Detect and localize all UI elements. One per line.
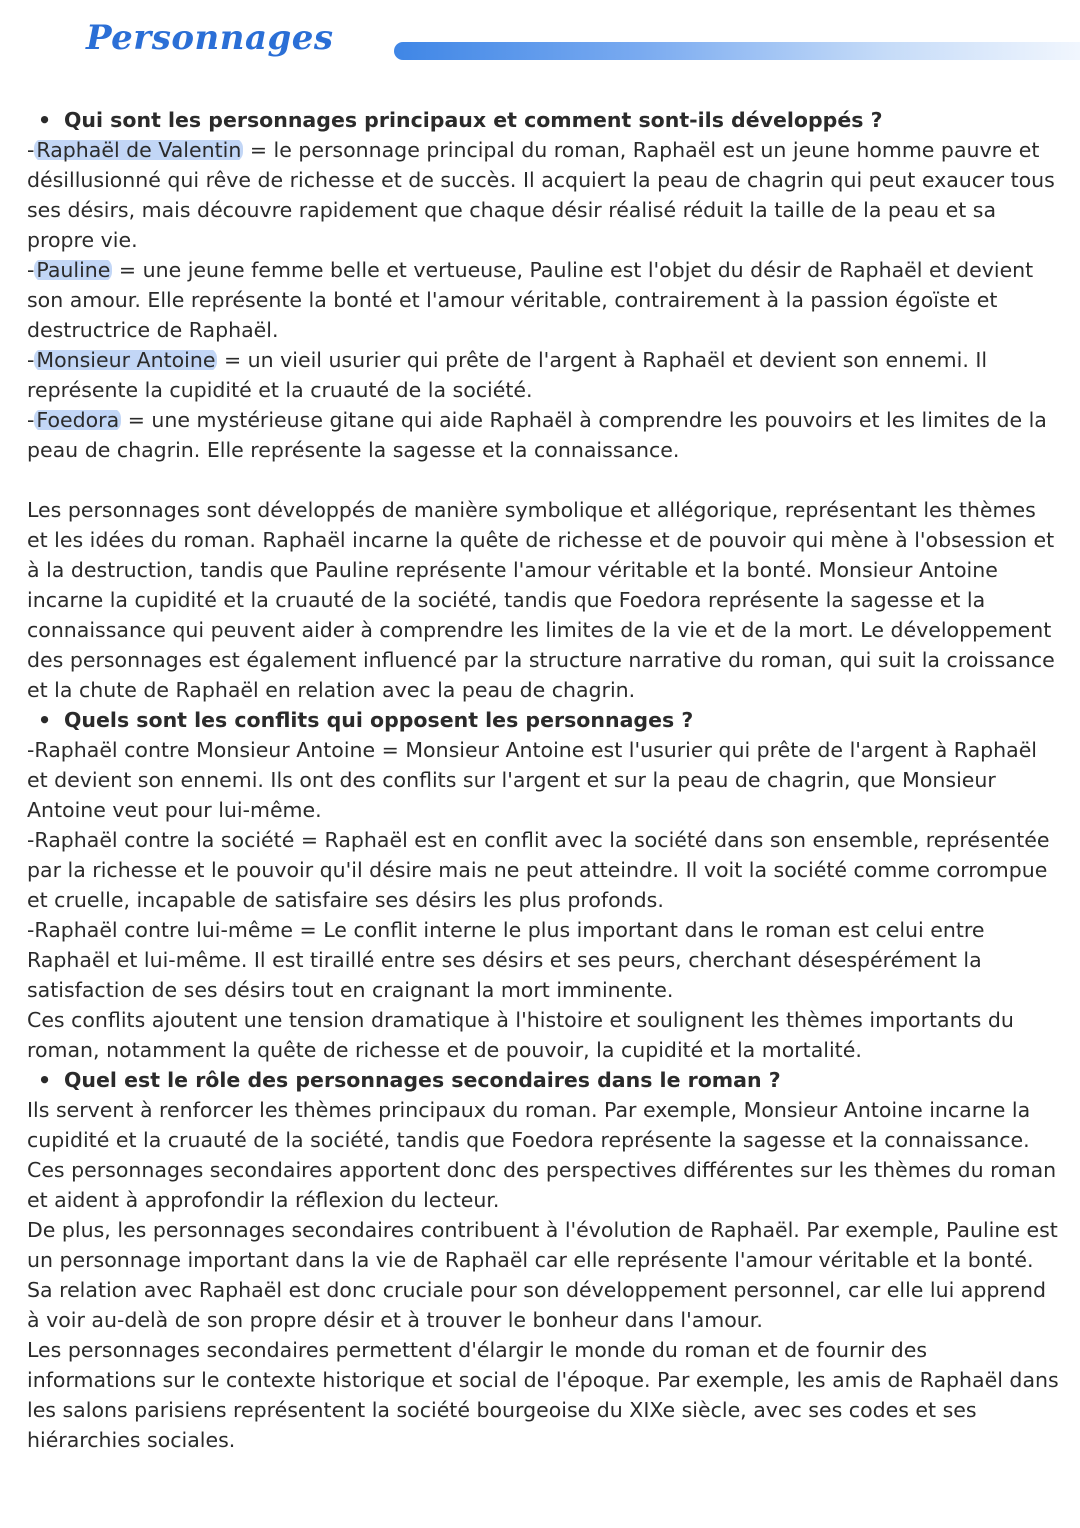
document-body <box>27 105 1062 1455</box>
conflict-paragraph: -Raphaël contre la société = Raphaël est en conflit avec la société dans son ensemble, représentée par la richesse et le pouvoir qu'il désire mais ne peut atteindre. Il voit la société comme corrompue et cruelle, incapable de satisfaire ses désirs les plus profonds. <box>27 828 1050 912</box>
question-heading-3 <box>27 1065 1062 1095</box>
title-underline-bar <box>394 42 1080 60</box>
conflict-paragraph: -Raphaël contre lui-même = Le conflit interne le plus important dans le roman est celui entre Raphaël et lui-même. Il est tiraillé entre ses désirs et ses peurs, cherchant désespérément la satisfaction de ses désirs tout en craignant la mort imminente. <box>27 918 985 1002</box>
conflict-paragraph: Ces conflits ajoutent une tension dramatique à l'histoire et soulignent les thèmes importants du roman, notamment la quête de richesse et de pouvoir, la cupidité et la mortalité. <box>27 1008 1014 1062</box>
bullet-icon: • <box>38 108 52 132</box>
summary-paragraph: Les personnages sont développés de manière symbolique et allégorique, représentant les thèmes et les idées du roman. Raphaël incarne la quête de richesse et de pouvoir qui mène à l'obsession et à la destruction, tandis que Pauline représente l'amour véritable et la bonté. Monsieur Antoine incarne la cupidité et la cruauté de la société, tandis que Foedora représente la sagesse et la connaissance qui peuvent aider à comprendre les limites de la vie et de la mort. Le développement des personnages est également influencé par la structure narrative du roman, qui suit la croissance et la chute de Raphaël en relation avec la peau de chagrin. <box>27 498 1055 702</box>
secondary-paragraph: Ils servent à renforcer les thèmes principaux du roman. Par exemple, Monsieur Antoine incarne la cupidité et la cruauté de la société, tandis que Foedora représente la sagesse et la connaissance. Ces personnages secondaires apportent donc des perspectives différentes sur les thèmes du roman et aident à approfondir la réflexion du lecteur. <box>27 1098 1057 1212</box>
highlighted-name: Raphaël de Valentin <box>36 138 242 162</box>
character-entry: -Foedora = une mystérieuse gitane qui aide Raphaël à comprendre les pouvoirs et les limites de la peau de chagrin. Elle représente la sagesse et la connaissance. <box>27 408 1047 462</box>
secondary-paragraph: Les personnages secondaires permettent d'élargir le monde du roman et de fournir des informations sur le contexte historique et social de l'époque. Par exemple, les amis de Raphaël dans les salons parisiens représentent la société bourgeoise du XIXe siècle, avec ses codes et ses hiérarchies sociales. <box>27 1338 1059 1452</box>
bullet-icon: • <box>38 1068 52 1092</box>
bullet-icon: • <box>38 708 52 732</box>
page-header <box>0 0 1080 90</box>
character-entry: -Pauline = une jeune femme belle et vertueuse, Pauline est l'objet du désir de Raphaël et devient son amour. Elle représente la bonté et l'amour véritable, contrairement à la passion égoïste et destructrice de Raphaël. <box>27 258 1034 342</box>
highlighted-name: Pauline <box>36 258 111 282</box>
secondary-paragraph: De plus, les personnages secondaires contribuent à l'évolution de Raphaël. Par exemple, Pauline est un personnage important dans la vie de Raphaël car elle représente l'amour véritable et la bonté. Sa relation avec Raphaël est donc cruciale pour son développement personnel, car elle lui apprend à voir au-delà de son propre désir et à trouver le bonheur dans l'amour. <box>27 1218 1058 1332</box>
character-entry: -Monsieur Antoine = un vieil usurier qui prête de l'argent à Raphaël et devient son ennemi. Il représente la cupidité et la cruauté de la société. <box>27 348 988 402</box>
question-text: Quel est le rôle des personnages secondaires dans le roman ? <box>64 1068 781 1092</box>
character-entry: -Raphaël de Valentin = le personnage principal du roman, Raphaël est un jeune homme pauvre et désillusionné qui rêve de richesse et de succès. Il acquiert la peau de chagrin qui peut exaucer tous ses désirs, mais découvre rapidement que chaque désir réalisé réduit la taille de la peau et sa propre vie. <box>27 138 1055 252</box>
blank-line <box>27 465 1062 495</box>
page-title: Personnages <box>86 18 334 58</box>
conflict-paragraph: -Raphaël contre Monsieur Antoine = Monsieur Antoine est l'usurier qui prête de l'argent à Raphaël et devient son ennemi. Ils ont des conflits sur l'argent et sur la peau de chagrin, que Monsieur Antoine veut pour lui-même. <box>27 738 1038 822</box>
question-heading-1 <box>27 105 1062 135</box>
question-text: Qui sont les personnages principaux et comment sont-ils développés ? <box>64 108 883 132</box>
question-heading-2 <box>27 705 1062 735</box>
highlighted-name: Monsieur Antoine <box>36 348 216 372</box>
question-text: Quels sont les conflits qui opposent les personnages ? <box>64 708 694 732</box>
highlighted-name: Foedora <box>36 408 120 432</box>
